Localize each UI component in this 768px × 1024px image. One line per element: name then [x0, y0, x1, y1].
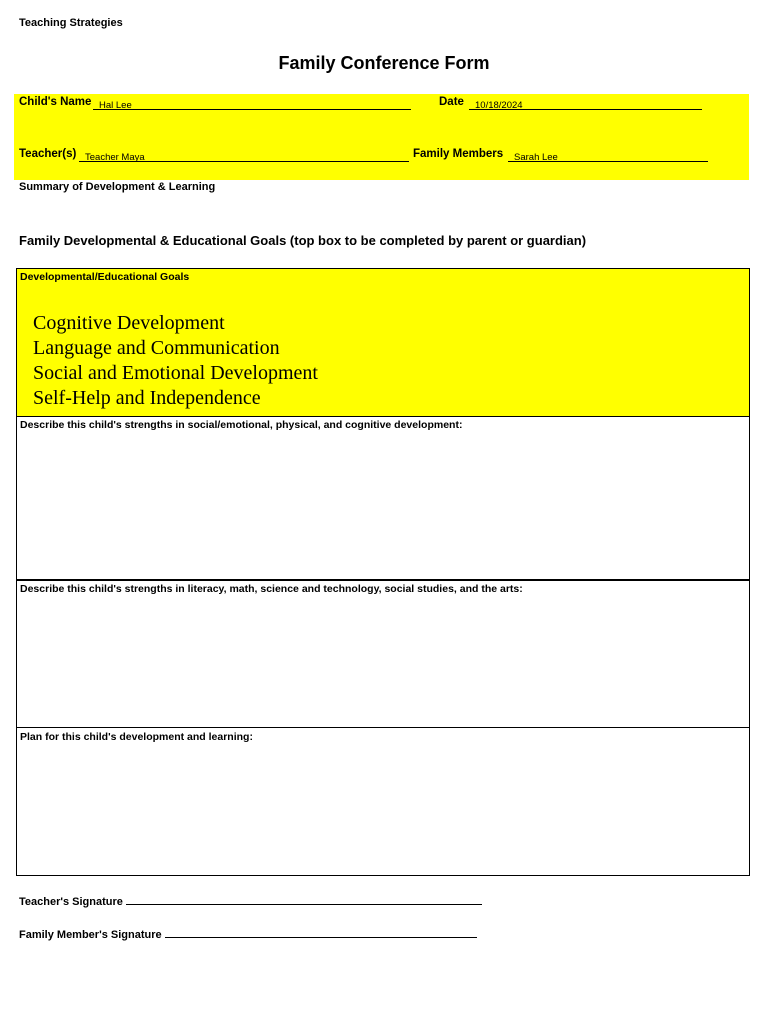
family-members-field[interactable]: [508, 148, 708, 162]
teachers-value: Teacher Maya: [85, 152, 145, 163]
date-label: Date: [439, 96, 464, 108]
goal-item: Language and Communication: [33, 337, 280, 359]
child-name-value: Hal Lee: [99, 100, 132, 111]
family-members-value: Sarah Lee: [514, 152, 558, 163]
summary-label: Summary of Development & Learning: [19, 181, 216, 193]
goal-item: Social and Emotional Development: [33, 362, 318, 384]
goals-box-label: Developmental/Educational Goals: [20, 271, 190, 283]
goal-item: Self-Help and Independence: [33, 387, 261, 409]
teacher-signature-field[interactable]: [126, 893, 482, 905]
date-value: 10/18/2024: [475, 100, 523, 111]
family-signature-row: [19, 926, 477, 941]
goals-list: [33, 311, 318, 411]
organization-label: Teaching Strategies: [19, 17, 123, 29]
teachers-label: Teacher(s): [19, 148, 77, 160]
strengths-academic-label: Describe this child's strengths in literacy, math, science and technology, social studies, and the arts:: [20, 583, 523, 595]
form-title: Family Conference Form: [278, 53, 490, 73]
strengths-development-box[interactable]: [17, 417, 749, 579]
teacher-signature-row: [19, 893, 482, 908]
child-name-label: Child's Name: [19, 96, 92, 108]
section-divider: [17, 727, 749, 728]
goals-box[interactable]: [17, 269, 749, 417]
child-name-field[interactable]: [93, 96, 411, 110]
goal-item: Cognitive Development: [33, 312, 225, 334]
strengths-academic-box[interactable]: [17, 581, 749, 727]
plan-label: Plan for this child's development and learning:: [20, 731, 253, 743]
family-signature-field[interactable]: [165, 926, 477, 938]
family-members-label: Family Members: [413, 148, 504, 160]
teacher-signature-label: Teacher's Signature: [19, 896, 123, 908]
family-signature-label: Family Member's Signature: [19, 929, 162, 941]
strengths-development-label: Describe this child's strengths in social/emotional, physical, and cognitive development:: [20, 419, 463, 431]
teachers-field[interactable]: [79, 148, 409, 162]
goals-heading: Family Developmental & Educational Goals (top box to be completed by parent or guardian): [19, 233, 587, 248]
plan-box[interactable]: [17, 729, 749, 873]
date-field[interactable]: [469, 96, 702, 110]
